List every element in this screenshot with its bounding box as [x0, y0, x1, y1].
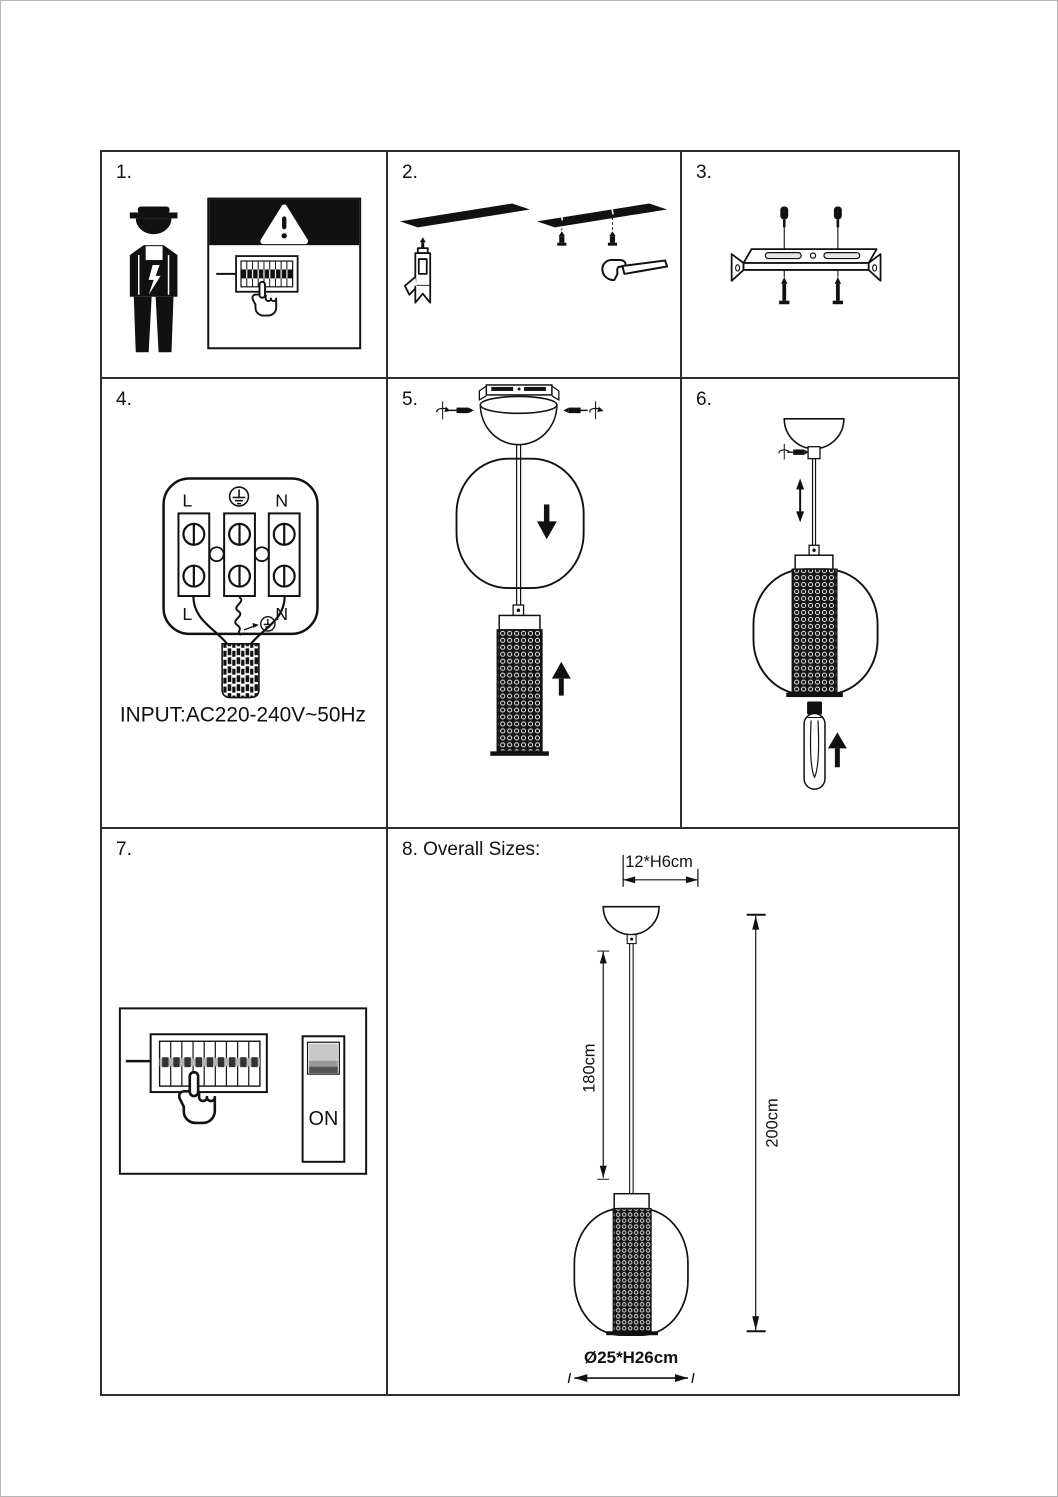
- live-label-top: L: [182, 490, 193, 511]
- panel5-illustration: [388, 379, 680, 827]
- hammer-icon: [602, 260, 667, 280]
- screw-icon: [779, 277, 789, 304]
- height-adjust-arrow-icon: [796, 479, 804, 523]
- panel-8-overall-sizes: [388, 829, 958, 1394]
- drop-length-dimension: [580, 951, 609, 1179]
- panel-3-mounting-bracket: [682, 152, 958, 377]
- suspension-rod: [517, 445, 521, 605]
- shade-collar: [795, 555, 833, 569]
- instruction-table: [100, 150, 960, 1396]
- live-label-bottom: L: [182, 603, 193, 624]
- panel-7-turn-power-on: [102, 829, 386, 1394]
- panel-1-turn-power-off: [102, 152, 386, 377]
- neutral-label-bottom: N: [275, 603, 289, 624]
- rod-connector: [627, 935, 636, 944]
- shade-collar: [499, 615, 540, 629]
- wall-anchor-icon: [608, 231, 617, 245]
- rod-connector: [513, 605, 523, 615]
- step-number: 6.: [696, 389, 712, 410]
- panel-6-install-bulb: [682, 379, 958, 827]
- electrician-icon: [130, 207, 178, 353]
- panel6-illustration: [682, 379, 958, 827]
- side-screw-icon: [563, 408, 587, 414]
- power-cable-icon: [222, 644, 259, 698]
- rotation-arrow-icon: [590, 401, 604, 419]
- side-screw-icon: [450, 408, 474, 414]
- wall-anchor-icon: [557, 231, 566, 245]
- drill-icon: [405, 237, 430, 302]
- rotation-arrow-icon: [437, 401, 451, 419]
- step-number: 3.: [696, 162, 712, 183]
- cord-grip: [808, 447, 820, 459]
- arrow-up-icon: [552, 662, 571, 696]
- canopy-icon: [480, 396, 556, 444]
- shade-size-text: Ø25*H26cm: [584, 1348, 679, 1368]
- terminal-block-icon: [164, 479, 318, 644]
- set-screw-icon: [787, 449, 808, 454]
- panel-2-drill-ceiling: [388, 152, 680, 377]
- ceiling-slab-icon: [400, 204, 667, 228]
- panel2-illustration: [388, 152, 680, 377]
- canopy-icon: [784, 419, 844, 449]
- canopy-size-text: 12*H6cm: [625, 852, 693, 871]
- canopy-dimension: [623, 853, 698, 887]
- step-number: 5.: [402, 389, 418, 410]
- suspension-rod: [813, 459, 816, 546]
- arrow-down-icon: [537, 504, 557, 539]
- mounting-bracket-icon: [732, 249, 881, 281]
- tube-bulb-icon: [804, 702, 825, 790]
- step-title: 8. Overall Sizes:: [402, 839, 541, 860]
- panel-4-wiring: [102, 379, 386, 827]
- arrow-up-icon: [828, 732, 847, 767]
- total-height-dimension: [747, 915, 782, 1332]
- wall-anchor-icon: [834, 207, 842, 228]
- shade-collar: [614, 1194, 649, 1209]
- on-rocker-switch: [303, 1036, 345, 1162]
- step-number: 4.: [116, 389, 132, 410]
- canopy-icon: [603, 907, 659, 935]
- on-label: ON: [308, 1107, 339, 1130]
- step-number: 1.: [116, 162, 132, 183]
- total-height-text: 200cm: [763, 1098, 782, 1148]
- panel1-illustration: [102, 152, 386, 377]
- suspension-rod: [630, 944, 633, 1194]
- mesh-shade-icon: [786, 569, 843, 697]
- panel4-illustration: [102, 379, 386, 827]
- shade-dimension: [568, 1348, 694, 1383]
- wall-anchor-icon: [780, 207, 788, 228]
- input-rating-text: INPUT:AC220-240V~50Hz: [119, 703, 366, 727]
- cord-length-text: 180cm: [580, 1043, 599, 1093]
- mesh-shade-icon: [490, 630, 549, 756]
- panel8-illustration: [388, 829, 958, 1394]
- rod-connector: [809, 545, 819, 555]
- step-number: 2.: [402, 162, 418, 183]
- step-number: 7.: [116, 839, 132, 860]
- mesh-shade-icon: [606, 1209, 658, 1336]
- panel7-illustration: [102, 829, 386, 1394]
- screw-icon: [833, 277, 843, 304]
- neutral-label-top: N: [275, 490, 289, 511]
- panel-5-assemble-shade: [388, 379, 680, 827]
- panel3-illustration: [682, 152, 958, 377]
